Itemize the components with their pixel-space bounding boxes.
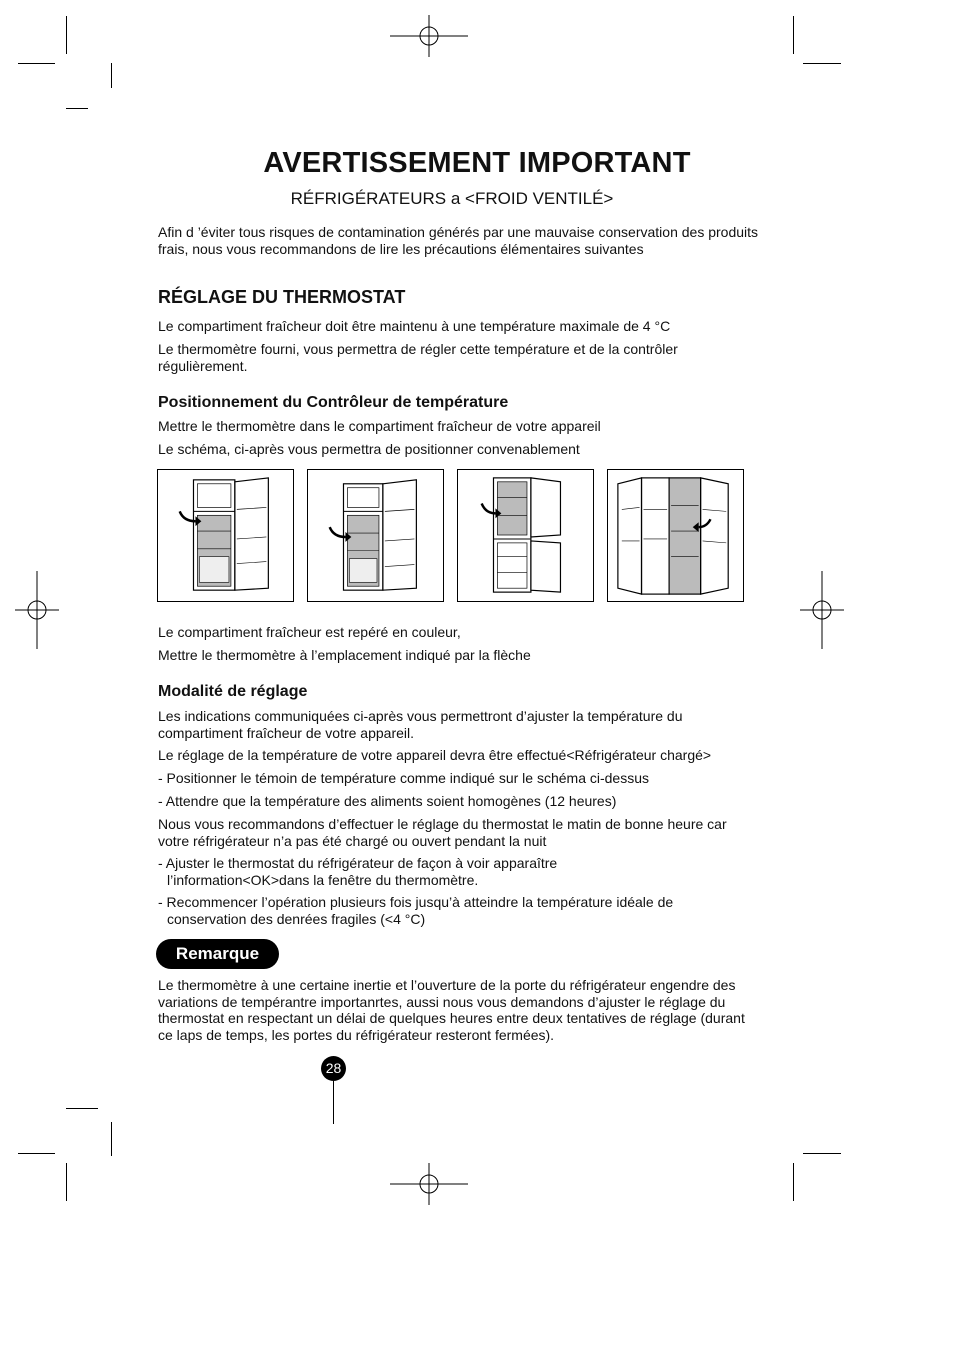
list-item: - Recommencer l’opération plusieurs fois jusqu’à atteindre la température idéale de conservation des denrées fragiles (<4 °C) xyxy=(158,894,674,927)
registration-mark-icon xyxy=(390,15,468,57)
paragraph: Le réglage de la température de votre appareil devra être effectué<Réfrigérateur chargé> xyxy=(158,747,712,763)
paragraph: Le compartiment fraîcheur doit être maintenu à une température maximale de 4 °C xyxy=(158,318,671,334)
paragraph: Mettre le thermomètre dans le compartiment fraîcheur de votre appareil xyxy=(158,418,601,434)
paragraph: Le thermomètre fourni, vous permettra de régler cette température et de la contrôler régulièrement. xyxy=(158,341,678,374)
intro-paragraph: Afin d ’éviter tous risques de contamination générés par une mauvaise conservation des produits frais, nous vous recommandons de lire les précautions élémentaires suivantes xyxy=(158,224,759,257)
remark-badge: Remarque xyxy=(156,939,279,969)
top-freezer-fridge-icon xyxy=(308,470,443,601)
crop-mark xyxy=(18,63,55,64)
list-item: - Positionner le témoin de température comme indiqué sur le schéma ci-dessus xyxy=(158,770,650,786)
bottom-freezer-fridge-icon xyxy=(458,470,593,601)
crop-mark xyxy=(793,16,794,54)
crop-mark xyxy=(111,1122,112,1156)
paragraph: Nous vous recommandons d’effectuer le réglage du thermostat le matin de bonne heure car votre réfrigérateur n’a pas été chargé ou ouvert pendant la nuit xyxy=(158,816,727,849)
registration-mark-icon xyxy=(390,1163,468,1205)
remark-paragraph: Le thermomètre à une certaine inertie et l’ouverture de la porte du réfrigérateur engendre des variations de tempérantre importanrtes, aussi nous vous demandons d’ajuster le réglage du thermostat en respectant un délai de quelques heures entre deux tentatives de réglage (durant ce laps de temps, les portes du réfrigérateur resteront fermées). xyxy=(158,977,745,1043)
figure-bottom-freezer xyxy=(457,469,594,602)
paragraph: Le compartiment fraîcheur est repéré en couleur, xyxy=(158,624,461,640)
registration-mark-icon xyxy=(800,571,844,649)
page-number: 28 xyxy=(321,1056,346,1081)
crop-mark xyxy=(111,63,112,88)
list-item: - Attendre que la température des aliments soient homogènes (12 heures) xyxy=(158,793,617,809)
list-item: - Ajuster le thermostat du réfrigérateur de façon à voir apparaître l’information<OK>dans la fenêtre du thermomètre. xyxy=(158,855,558,888)
paragraph: Le schéma, ci-après vous permettra de positionner convenablement xyxy=(158,441,580,457)
paragraph: Les indications communiquées ci-après vous permettront d’ajuster la température du compartiment fraîcheur de votre appareil. xyxy=(158,708,683,741)
crop-mark xyxy=(66,16,67,54)
side-by-side-fridge-icon xyxy=(608,470,743,601)
top-freezer-fridge-icon xyxy=(158,470,293,601)
paragraph: Mettre le thermomètre à l’emplacement indiqué par la flèche xyxy=(158,647,531,663)
page-subtitle: RÉFRIGÉRATEURS a <FROID VENTILÉ> xyxy=(290,189,614,208)
crop-mark xyxy=(803,63,841,64)
crop-mark xyxy=(18,1153,55,1154)
divider xyxy=(333,1081,334,1124)
crop-mark xyxy=(66,1108,98,1109)
section-heading-adjustment: Modalité de réglage xyxy=(158,683,308,700)
figure-top-freezer-2 xyxy=(307,469,444,602)
page-title: AVERTISSEMENT IMPORTANT xyxy=(263,147,691,179)
registration-mark-icon xyxy=(15,571,59,649)
crop-mark xyxy=(793,1163,794,1201)
section-heading-positioning: Positionnement du Contrôleur de température xyxy=(158,394,509,411)
figure-top-freezer-1 xyxy=(157,469,294,602)
figure-side-by-side xyxy=(607,469,744,602)
crop-mark xyxy=(803,1153,841,1154)
crop-mark xyxy=(66,1163,67,1201)
crop-mark xyxy=(66,108,88,109)
section-heading-thermostat: RÉGLAGE DU THERMOSTAT xyxy=(158,287,406,307)
